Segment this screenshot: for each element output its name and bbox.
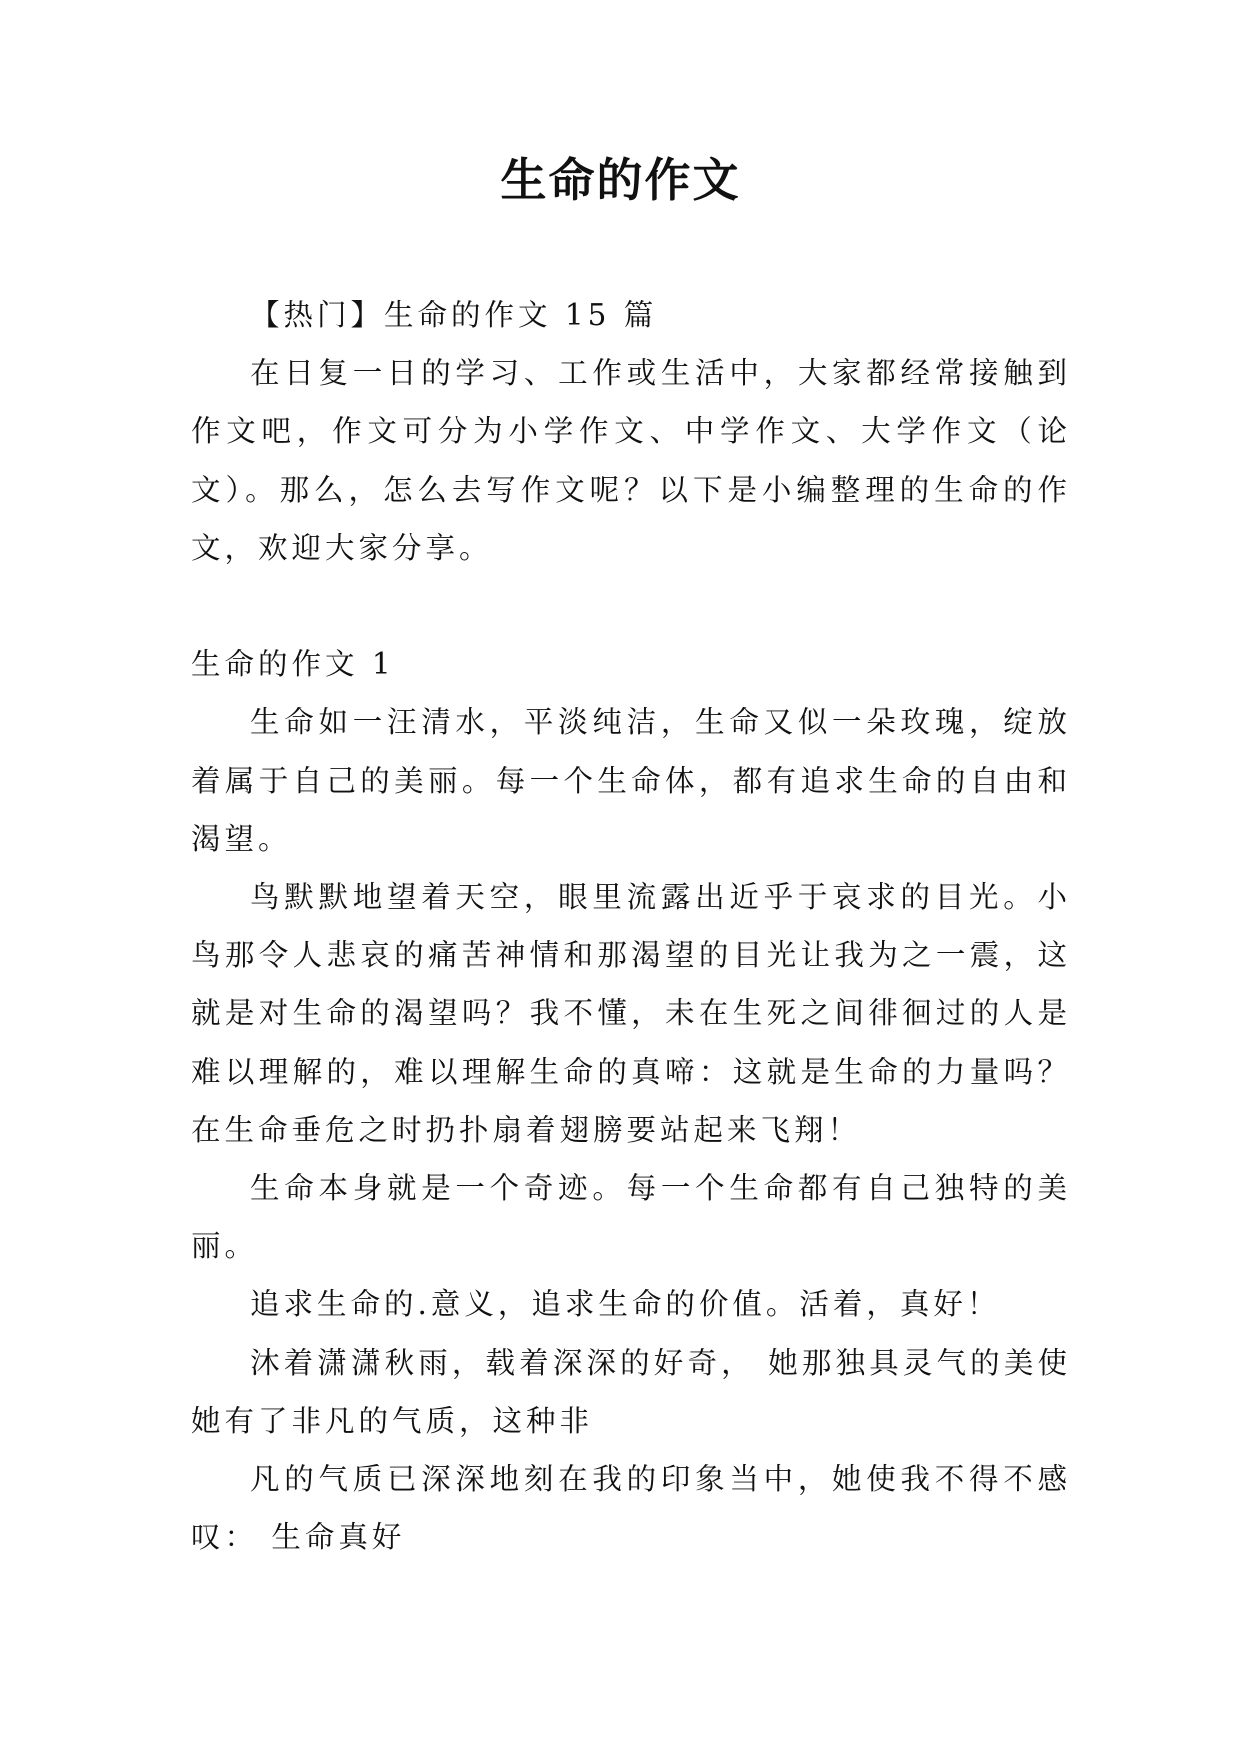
document-title: 生命的作文 xyxy=(500,153,741,207)
body-paragraph: 生命本身就是一个奇迹。每一个生命都有自己独特的美丽。 xyxy=(191,1171,1071,1264)
section-heading: 生命的作文 1 xyxy=(191,647,395,682)
paragraph-spacer xyxy=(191,577,1071,635)
body-paragraph: 沐着潇潇秋雨，载着深深的好奇， 她那独具灵气的美使她有了非凡的气质，这种非 xyxy=(191,1345,1071,1438)
body-paragraph: 鸟默默地望着天空，眼里流露出近乎于哀求的目光。小鸟那令人悲哀的痛苦神情和那渴望的目光让我为之一震，这就是对生命的渴望吗？我不懂，未在生死之间徘徊过的人是难以理解的，难以理解生命的真啼：这就是生命的力量吗？在生命垂危之时扔扑扇着翅膀要站起来飞翔！ xyxy=(191,880,1071,1147)
subtitle-line: 【热门】生命的作文 15 篇 xyxy=(250,298,658,332)
body-paragraph: 追求生命的.意义，追求生命的价值。活着，真好！ xyxy=(250,1287,1001,1322)
document-body xyxy=(191,286,1071,1566)
intro-paragraph: 在日复一日的学习、工作或生活中，大家都经常接触到作文吧，作文可分为小学作文、中学作文、大学作文（论文）。那么，怎么去写作文呢？以下是小编整理的生命的作文，欢迎大家分享。 xyxy=(191,356,1071,565)
body-paragraph: 生命如一汪清水，平淡纯洁，生命又似一朵玫瑰，绽放着属于自己的美丽。每一个生命体，都有追求生命的自由和渴望。 xyxy=(191,705,1071,856)
body-paragraph: 凡的气质已深深地刻在我的印象当中，她使我不得不感叹： 生命真好 xyxy=(191,1462,1071,1555)
